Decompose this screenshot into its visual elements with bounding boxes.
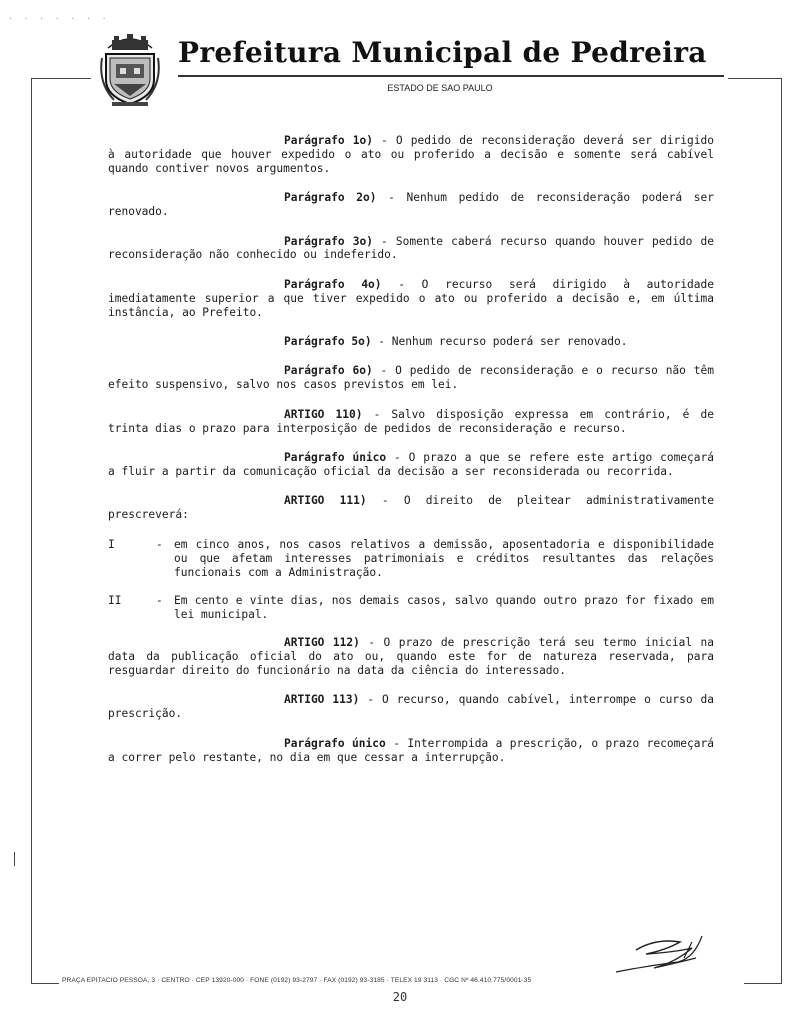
- frame-right-border: [781, 79, 782, 984]
- paragraph: [108, 364, 714, 392]
- article-text: - O direito de pleitear administrativamente prescreverá:: [108, 494, 714, 522]
- paragraph-label: Parágrafo único: [284, 736, 386, 750]
- paragraph-label: Parágrafo 3o): [284, 234, 373, 248]
- municipal-crest-icon: [100, 28, 160, 114]
- footer-rule-left: [31, 983, 59, 984]
- article-label: ARTIGO 110): [284, 407, 363, 421]
- item-number: II: [108, 593, 122, 607]
- article: [108, 494, 714, 522]
- page-title: Prefeitura Municipal de Pedreira: [178, 36, 707, 69]
- paragraph: [108, 278, 714, 320]
- item-text: em cinco anos, nos casos relativos a demissão, aposentadoria e disponibilidade ou que afetam interesses patrimoniais e créditos resultantes das relações funcionais com a Administração.: [174, 537, 714, 579]
- paragraph-text: - O recurso será dirigido à autoridade imediatamente superior a que tiver expedido o ato ou proferido a decisão e, em última instância, ao Prefeito.: [108, 277, 714, 319]
- paragraph: [108, 737, 714, 765]
- list-item: [108, 594, 714, 622]
- paragraph-label: Parágrafo 5o): [284, 335, 372, 349]
- paragraph-text: - Somente caberá recurso quando houver pedido de reconsideração não conhecido ou indeferido.: [108, 234, 714, 262]
- paragraph: [108, 191, 714, 219]
- list-item: [108, 538, 714, 580]
- margin-mark: [14, 852, 15, 866]
- paragraph-label: Parágrafo único: [284, 451, 387, 465]
- paragraph: [108, 335, 714, 349]
- header-rule-right: [728, 78, 782, 79]
- paragraph-label: Parágrafo 1o): [284, 134, 373, 147]
- article: [108, 408, 714, 436]
- article-text: - O recurso, quando cabível, interrompe o curso da prescrição.: [108, 693, 715, 721]
- article-label: ARTIGO 113): [284, 693, 360, 707]
- paragraph-text: - Nenhum pedido de reconsideração poderá ser renovado.: [108, 191, 714, 219]
- article-label: ARTIGO 111): [284, 494, 367, 508]
- item-text: Em cento e vinte dias, nos demais casos, salvo quando outro prazo for fixado em lei municipal.: [174, 593, 714, 621]
- scan-artifact: . . . . . . .: [8, 12, 110, 21]
- paragraph: [108, 451, 714, 479]
- paragraph-label: Parágrafo 2o): [284, 191, 377, 205]
- page-number: 20: [392, 990, 408, 1004]
- paragraph-text: - O pedido de reconsideração deverá ser dirigido à autoridade que houver expedido o ato ou proferido a decisão e somente será cabível quando contiver novos argumentos.: [108, 134, 714, 175]
- article-text: - Salvo disposição expressa em contrário, é de trinta dias o prazo para interposição de pedidos de reconsideração e recurso.: [108, 407, 714, 435]
- item-number: I: [108, 537, 115, 551]
- paragraph: [108, 134, 714, 176]
- footer-address: PRAÇA EPITACIO PESSOA, 3 · CENTRO · CEP 13920-000 · FONE (0192) 93-2797 · FAX (0192) 93-3185 · TELEX 19 3113 · CGC Nº 46.410.775/0001-35: [62, 977, 532, 984]
- handwritten-signature: [606, 928, 706, 978]
- article-label: ARTIGO 112): [284, 636, 360, 650]
- paragraph-text: - Nenhum recurso poderá ser renovado.: [371, 335, 628, 349]
- frame-left-border: [31, 79, 32, 984]
- page-subtitle: ESTADO DE SAO PAULO: [387, 83, 493, 93]
- paragraph-label: Parágrafo 6o): [284, 364, 373, 378]
- paragraph-label: Parágrafo 4o): [284, 277, 382, 291]
- item-dash: -: [156, 537, 163, 551]
- document-body: [108, 134, 714, 780]
- paragraph-text: - O prazo a que se refere este artigo começará a fluir a partir da comunicação oficial da decisão a ser reconsiderada ou recorrida.: [108, 451, 714, 478]
- paragraph-text: - Interrompida a prescrição, o prazo recomeçará a correr pelo restante, no dia em que cessar a interrupção.: [108, 736, 714, 764]
- paragraph: [108, 235, 714, 263]
- article: [108, 693, 714, 721]
- item-dash: -: [156, 593, 163, 607]
- header-rule-left: [31, 78, 91, 79]
- article-text: - O prazo de prescrição terá seu termo inicial na data da publicação oficial do ato ou, quando este for de natureza reservada, para resguardar direito do funcionário na data da ciência do interessado.: [108, 636, 715, 678]
- title-underline: [178, 75, 724, 77]
- paragraph-text: - O pedido de reconsideração e o recurso não têm efeito suspensivo, salvo nos casos previstos em lei.: [108, 364, 714, 392]
- footer-rule-right: [744, 983, 782, 984]
- article: [108, 636, 714, 678]
